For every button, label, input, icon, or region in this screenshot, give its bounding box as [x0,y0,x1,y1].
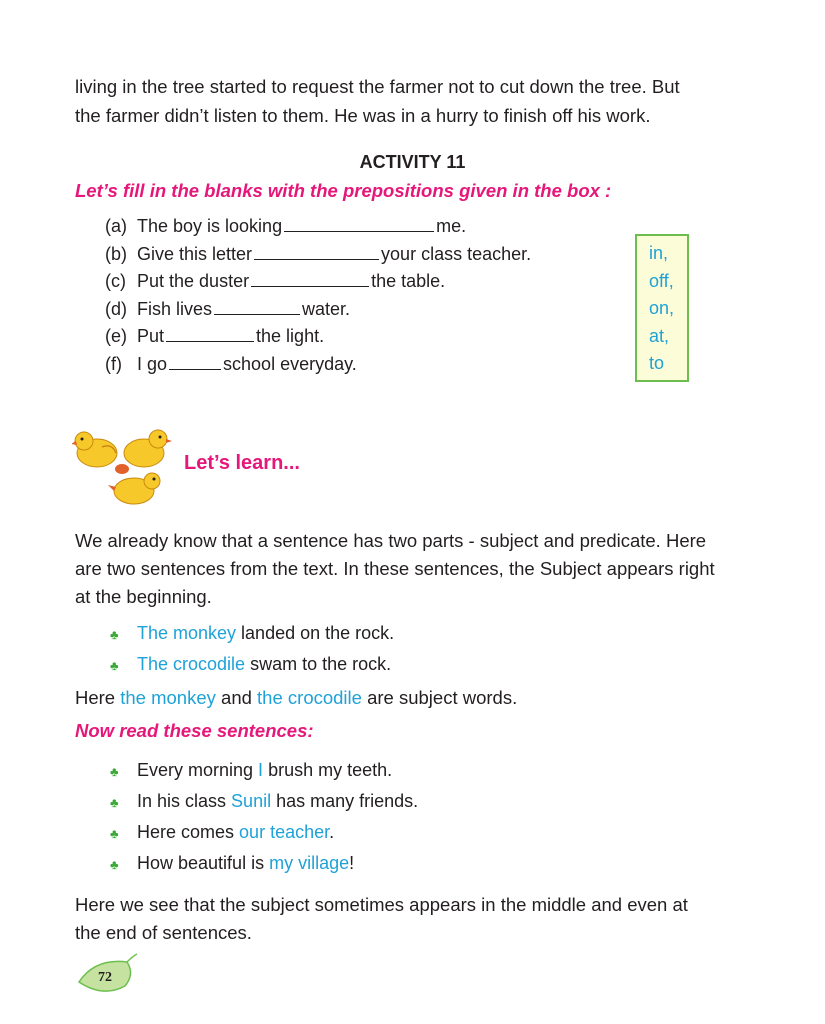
question-b [105,241,531,269]
club-bullet-icon: ♣ [110,657,119,673]
answer-blank[interactable] [166,325,254,342]
club-bullet-icon: ♣ [110,763,119,779]
bird-icon [72,432,117,467]
question-label: (c) [105,271,126,291]
subject-word: I [258,760,264,780]
question-d [105,296,531,324]
question-text-after: school everyday. [223,353,357,374]
closing-line-2: the end of sentences. [75,922,252,943]
club-bullet-icon: ♣ [110,825,119,841]
question-text-before: The boy is looking [137,216,283,236]
subject-word: Sunil [231,791,272,811]
answer-blank[interactable] [214,298,300,315]
question-text-before: Put the duster [137,271,250,291]
answer-blank[interactable] [284,215,434,232]
question-text-after: the light. [256,326,325,346]
example-sentence [110,817,418,848]
question-text-after: me. [436,216,467,236]
subject-word: the monkey [120,687,216,708]
question-label: (d) [105,298,127,319]
lets-learn-heading: Let’s learn... [184,452,300,474]
sentence-start: In his class [137,791,232,811]
question-label: (b) [105,243,127,264]
sentence-start: Every morning [137,760,259,780]
club-bullet-icon: ♣ [110,856,119,872]
answer-blank[interactable] [169,353,221,370]
question-text-after: water. [302,298,351,319]
question-label: (f) [105,353,122,374]
bird-icon [124,430,172,467]
examples-subject-middle [110,755,418,879]
question-label: (a) [105,216,127,236]
subject-word: my village [269,853,350,873]
sentence-end: . [329,822,335,842]
question-text-before: Put [137,326,165,346]
question-a [105,213,531,241]
club-bullet-icon: ♣ [110,626,119,642]
box-word: to [649,353,665,373]
learn-para-line-2: are two sentences from the text. In these sentences, the Subject appears right [75,558,715,579]
prepositions-box [635,234,689,382]
intro-line-1: living in the tree started to request the farmer not to cut down the tree. But [75,76,680,97]
closing-line-1: Here we see that the subject sometimes appears in the middle and even at [75,894,688,915]
learn-para-line-3: at the beginning. [75,586,212,607]
subject-word: The monkey [137,623,237,643]
answer-blank[interactable] [251,270,369,287]
fill-blanks-list [105,213,531,378]
example-sentence [110,755,418,786]
example-sentence [110,618,394,649]
question-text-after: your class teacher. [381,243,532,264]
subject-word: The crocodile [137,654,246,674]
subject-summary [75,683,765,712]
page-number-leaf [75,952,145,998]
sentence-end: ! [349,853,355,873]
answer-blank[interactable] [254,243,379,260]
question-text-after: the table. [371,271,446,291]
activity-title: ACTIVITY 11 [359,152,466,172]
box-word: at, [649,325,670,346]
box-word: in, [649,243,669,263]
learn-para-line-1: We already know that a sentence has two parts - subject and predicate. Here [75,530,707,551]
question-e [105,323,531,351]
example-sentence [110,848,418,879]
box-word: on, [649,298,675,318]
question-text-before: I go [137,353,168,374]
example-sentence [110,786,418,817]
summary-text: are subject words. [361,687,518,708]
example-sentence [110,649,394,680]
bird-icon [108,473,160,504]
sentence-end: brush my teeth. [263,760,393,780]
summary-text: and [215,687,258,708]
sentence-rest: swam to the rock. [245,654,392,674]
question-label: (e) [105,326,127,346]
birds-illustration [72,425,172,515]
page-number: 72 [98,970,112,985]
examples-subject-first [110,618,394,680]
sentence-start: How beautiful is [137,853,270,873]
sentence-start: Here comes [137,822,240,842]
question-text-before: Fish lives [137,298,213,319]
sentence-rest: landed on the rock. [236,623,395,643]
question-f [105,351,531,379]
intro-line-2: the farmer didn’t listen to them. He was in a hurry to finish off his work. [75,105,651,126]
activity-instruction: Let’s fill in the blanks with the prepositions given in the box : [75,180,612,201]
sentence-end: has many friends. [271,791,419,811]
box-word: off, [649,270,674,291]
club-bullet-icon: ♣ [110,794,119,810]
question-c [105,268,531,296]
summary-text: Here [75,687,121,708]
subject-word: our teacher [239,822,330,842]
subject-word: the crocodile [257,687,362,708]
now-read-heading: Now read these sentences: [75,720,314,741]
question-text-before: Give this letter [137,243,253,264]
